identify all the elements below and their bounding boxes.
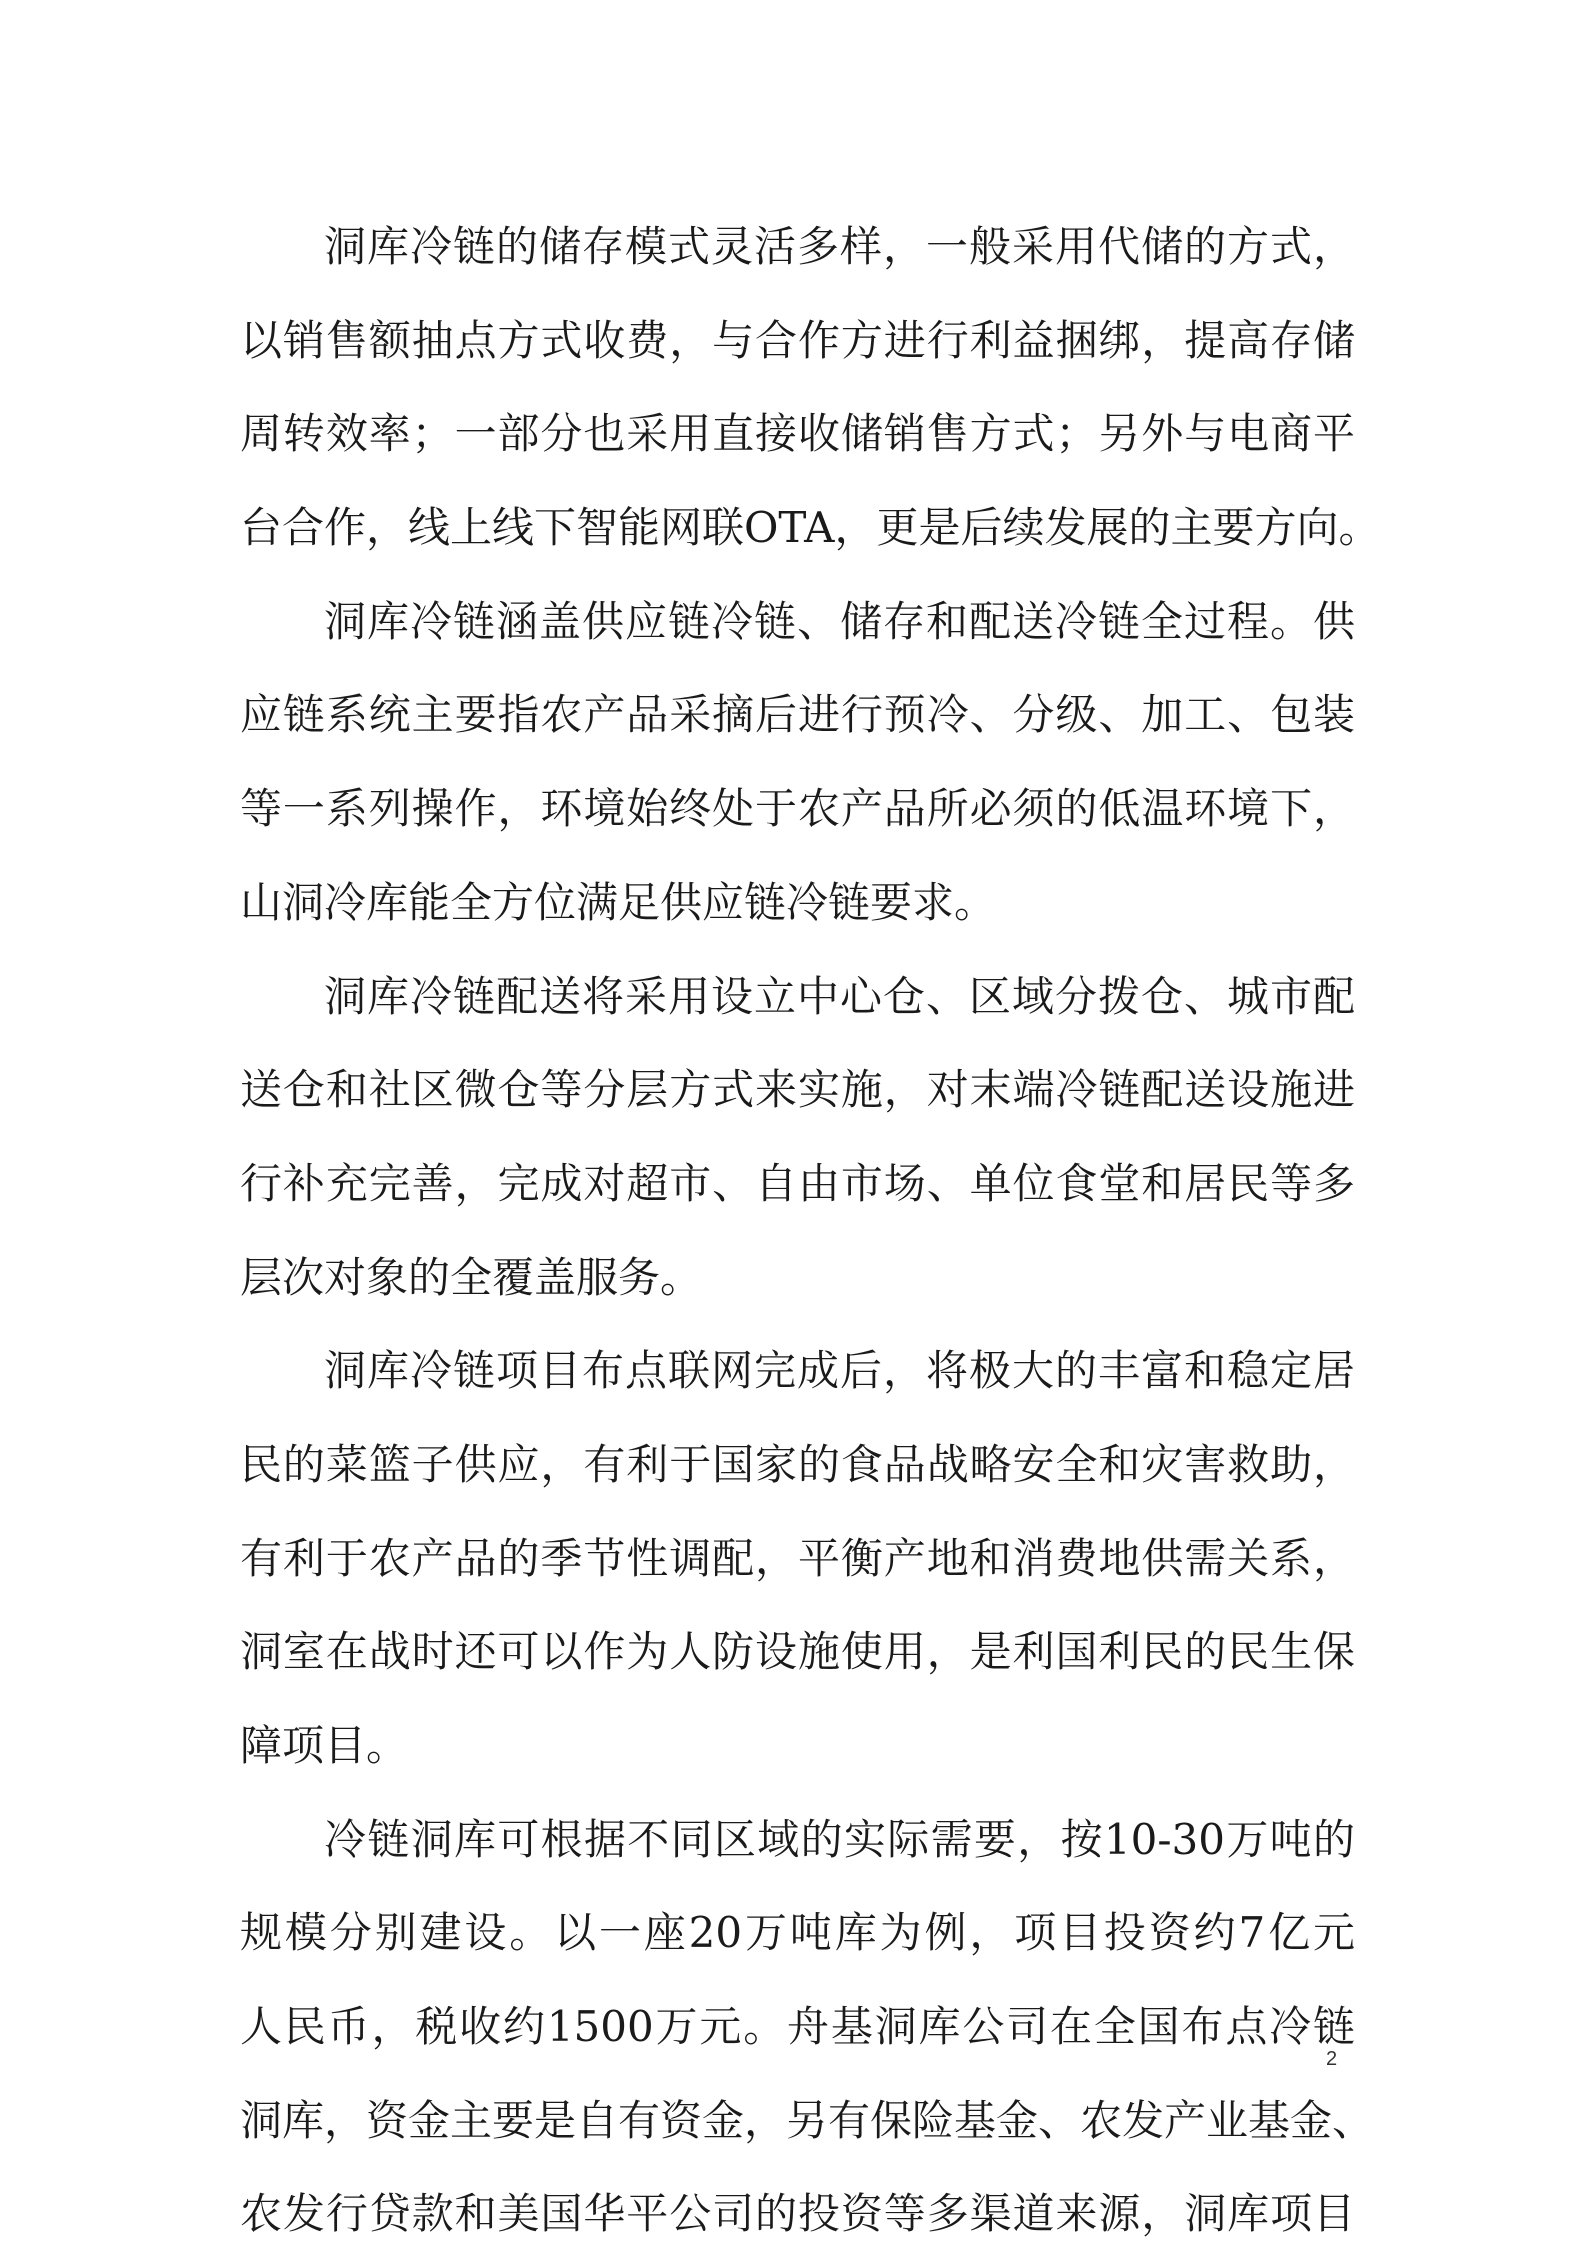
paragraph-line: 送仓和社区微仓等分层方式来实施，对末端冷链配送设施进 [240,1065,1355,1115]
paragraph-line: 以销售额抽点方式收费，与合作方进行利益捆绑，提高存储 [240,315,1355,365]
paragraph-line: 洞库冷链的储存模式灵活多样，一般采用代储的方式， [324,222,1355,271]
paragraph-line: 周转效率；一部分也采用直接收储销售方式；另外与电商平 [240,409,1355,459]
paragraph-line: 民的菜篮子供应，有利于国家的食品战略安全和灾害救助， [240,1439,1355,1489]
paragraph-line: 规模分别建设。以一座20万吨库为例，项目投资约7亿元 [240,1908,1355,1958]
paragraph-line: 洞室在战时还可以作为人防设施使用，是利国利民的民生保 [240,1627,1355,1677]
body-text [240,200,1381,2261]
paragraph-line: 应链系统主要指农产品采摘后进行预冷、分级、加工、包装 [240,690,1355,740]
paragraph-line: 洞库冷链涵盖供应链冷链、储存和配送冷链全过程。供 [324,596,1355,646]
paragraph-line: 山洞冷库能全方位满足供应链冷链要求。 [240,877,997,927]
page-number: 2 [1326,2048,1338,2070]
paragraph-line: 洞库冷链配送将采用设立中心仓、区域分拨仓、城市配 [324,971,1355,1021]
paragraph-line: 等一系列操作，环境始终处于农产品所必须的低温环境下， [240,784,1355,834]
paragraph-line: 层次对象的全覆盖服务。 [240,1252,703,1302]
paragraph-line: 有利于农产品的季节性调配，平衡产地和消费地供需关系， [240,1533,1355,1583]
paragraph-line: 冷链洞库可根据不同区域的实际需要，按10-30万吨的 [324,1814,1355,1864]
paragraph-line: 洞库，资金主要是自有资金，另有保险基金、农发产业基金、 [240,2095,1375,2145]
paragraph-line: 台合作，线上线下智能网联OTA，更是后续发展的主要方向。 [240,503,1381,553]
paragraph-line: 农发行贷款和美国华平公司的投资等多渠道来源，洞库项目 [240,2189,1355,2239]
paragraph-line: 洞库冷链项目布点联网完成后，将极大的丰富和稳定居 [324,1346,1355,1396]
paragraph-line: 行补充完善，完成对超市、自由市场、单位食堂和居民等多 [240,1158,1355,1208]
paragraph-line: 人民币，税收约1500万元。舟基洞库公司在全国布点冷链 [240,2002,1355,2052]
paragraph-line: 障项目。 [240,1721,409,1770]
